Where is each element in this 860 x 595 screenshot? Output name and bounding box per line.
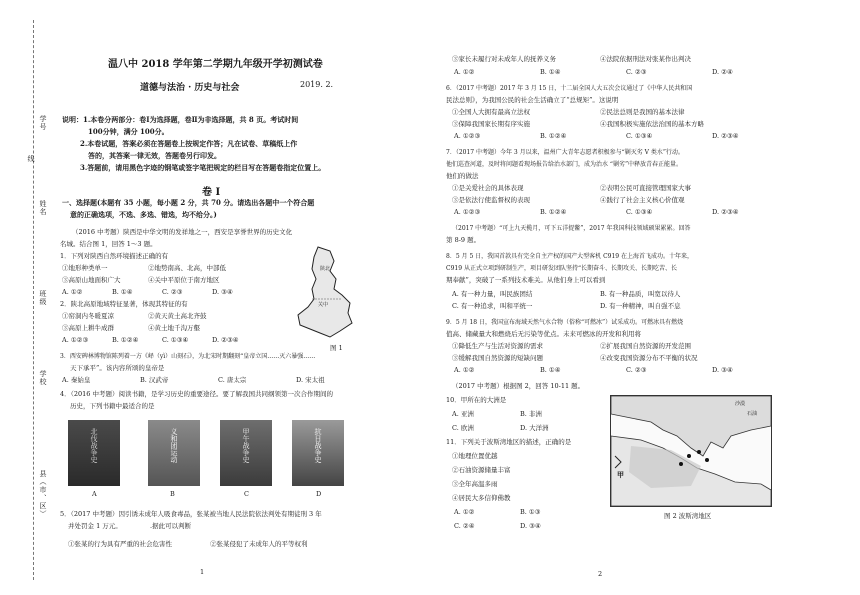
question-1: 1．下列对陕西自然环境描述正确的有 (60, 252, 169, 260)
question-4-cont: 历史，下列书籍中最适合的是 (70, 402, 155, 410)
question-4: 4．（2016 中考题）阅读书籍，是学习历史的重要途径。要了解我国共同纲领第一次合作期间的 (60, 390, 333, 398)
intro-text: （2017 中考题）“可上九天揽月，可下五洋捉鳖”，2017 年我国科技领域硕果累累。回答 (452, 225, 691, 232)
seal-line (33, 20, 34, 580)
option: ①全国人大拥有最高立法权 (452, 108, 530, 116)
choice: C. 有一种追求，叫和平统一 (452, 302, 533, 310)
choice: B. ①④ (540, 68, 561, 76)
choice: A. ①②③ (454, 208, 481, 216)
choice: B. ①④ (540, 366, 561, 374)
option: ①降低生产与生活对资源的需求 (452, 342, 543, 350)
question-6: 6．（2017 中考题）2017 年 3 月 15 日，十二届全国人大五次会议通过了《中华人民共和国 (446, 85, 693, 92)
figure-2-caption: 图 2 波斯湾地区 (664, 512, 712, 520)
book-cover-d (292, 420, 344, 486)
choice: D. ②③④ (712, 132, 739, 140)
question-5-cont: .据此可以判断 (150, 522, 192, 530)
book-cover-a (68, 420, 120, 486)
choice: D. ③④ (520, 522, 541, 530)
choice: C. ②④ (454, 522, 475, 530)
label-class: 班级 (39, 290, 47, 306)
choice: D. 大洋洲 (520, 424, 549, 432)
option: ①张某的行为具有严重的社会危害性 (68, 540, 172, 548)
option: ③是依法行使监督权的表现 (452, 196, 530, 204)
option: ①地形种类单一 (62, 264, 108, 272)
question-5-cont: 并处罚金 1 万元。 (68, 522, 122, 530)
note-line: 说明：1.本卷分两部分：卷Ⅰ为选择题，卷Ⅱ为非选择题，共 8 页。考试时间 (62, 115, 299, 124)
option: ②扩展我国自然资源的开发范围 (600, 342, 691, 350)
part-heading: 卷 Ⅰ (202, 187, 221, 198)
map-label-north: 陕北 (320, 266, 331, 272)
choice: D. 有一种精神，叫自强不息 (600, 302, 681, 310)
choice: C. ②③ (162, 288, 183, 296)
question-6-cont: 民法总则》，为我国公民的社会生活确立了“总规矩”。这说明 (446, 96, 619, 104)
intro-text: 第 8-9 题。 (446, 236, 481, 244)
note-line: 2.本卷试题，答案必须在答题卷上按规定作答；凡在试卷、草稿纸上作 (80, 139, 298, 148)
question-8-cont: C919 从正式立项到研制生产，项目研发团队坚持“长期奋斗、长期攻关、长期吃苦、长 (446, 265, 678, 272)
choice: B. 非洲 (520, 410, 542, 418)
question-11: 11．下列关于波斯湾地区的描述，正确的是 (446, 438, 572, 446)
option: ④我国积极实施依法治国的基本方略 (600, 120, 704, 128)
option: ④黄土地千沟万壑 (148, 324, 200, 332)
question-2: 2．陕北高原地域特征显著，体现其特征的有 (60, 300, 188, 308)
seal-char: 线 (27, 155, 35, 163)
option: ④改变我国资源分布不平衡的状况 (600, 354, 698, 362)
intro-text: （2017 中考题）根据图 2，回答 10-11 题。 (452, 382, 585, 390)
option: ②地势南高、北高，中部低 (148, 264, 226, 272)
option: ③保障我国家长期有序实施 (452, 120, 530, 128)
book-label: D (316, 490, 322, 498)
choice: C. 欧洲 (452, 424, 474, 432)
choice: C. ②③ (626, 366, 647, 374)
section-heading: 意的正确选项，不选、多选、错选，均不给分。) (70, 210, 217, 219)
choice: B. ①②④ (540, 132, 567, 140)
note-line: 答的，其答案一律无效，答题卷另行印发。 (88, 151, 221, 160)
choice: B. ①④ (112, 288, 133, 296)
shaanxi-map (290, 245, 362, 340)
figure-1-caption: 图 1 (330, 344, 343, 352)
choice: D. 宋太祖 (296, 376, 325, 384)
choice: A. 亚洲 (452, 410, 474, 418)
choice: A. 秦始皇 (62, 376, 91, 384)
book-title: 甲午战争史 (242, 428, 250, 463)
choice: B. 有一种品质，叫宽以待人 (600, 290, 681, 298)
question-3-cont: 天下承平”。该内容所颂的皇帝是 (70, 364, 165, 372)
question-8: 8．5 月 5 日，我国首款具有完全自主产权的国产大型客机 C919 在上海首飞成功。十年来， (446, 253, 694, 260)
choice: C. ①③④ (626, 132, 653, 140)
option: ③缓解我国自然资源的短缺问题 (452, 354, 543, 362)
question-10: 10．甲所在的大洲是 (446, 396, 507, 404)
choice: B. ①②④ (540, 208, 567, 216)
map-label-central: 关中 (318, 302, 329, 308)
note-line: 3.答题前，请用黑色字迹的钢笔或签字笔把规定的栏目写在答题卷指定位置上。 (80, 163, 326, 172)
choice: B. ①③ (520, 508, 541, 516)
question-8-cont: 期奉献”，突破了一系列技术难关。从他们身上可以看到 (446, 276, 606, 284)
choice: D. ②③④ (712, 208, 739, 216)
option: ③高原山地面积广大 (62, 276, 121, 284)
book-title: 北伐战争史 (90, 428, 98, 463)
intro-text: 名城。结合图 1，回答 1～3 题。 (60, 240, 157, 248)
label-name: 姓名 (39, 200, 47, 216)
choice: D. ③④ (712, 366, 733, 374)
label-county: 县（市、区） (39, 470, 47, 518)
question-9-cont: 值高、储藏量大和燃烧后无污染等优点。未来可燃冰的开发和利用将 (446, 330, 641, 338)
choice: A. ①② (454, 68, 475, 76)
page-number-1: 1 (200, 568, 205, 576)
option: ②表明公民可直接管理国家大事 (600, 184, 691, 192)
question-9: 9．5 月 18 日，我国宣布海域天然气水合物（俗称“可燃冰”）试采成功。可燃冰具有燃烧 (446, 319, 684, 326)
book-label: C (244, 490, 249, 498)
option: ②黄天黄土高北齐鼓 (148, 312, 207, 320)
option: ④关中平原位于南方地区 (148, 276, 220, 284)
choice: C. ②③ (626, 68, 647, 76)
book-label: B (170, 490, 175, 498)
option: ③家长未履行对未成年人的抚养义务 (452, 55, 556, 63)
book-cover-c (220, 420, 272, 486)
exam-subject: 道德与法治 · 历史与社会 (140, 83, 240, 93)
choice: A. ①②③ (454, 132, 481, 140)
question-5: 5．（2017 中考题）因引诱未成年人吸食毒品，张某被当地人民法院依法判处有期徒刑 3 年 (60, 510, 322, 518)
question-7-cont: 他们巡查河道，及时将问题看现场报告给治水部门，成为治水 “剿劣”中释放青春正能量。 (446, 161, 683, 168)
persian-gulf-map (610, 395, 772, 507)
choice: C. ①③④ (162, 336, 189, 344)
choice: A. ①② (454, 366, 475, 374)
option: ①地理位置优越 (452, 452, 498, 460)
book-cover-b (148, 420, 200, 486)
option: ④践行了社会主义核心价值观 (600, 196, 685, 204)
map-label-jia: 甲 (617, 470, 624, 479)
exam-title: 温八中 2018 学年第二学期九年级开学初测试卷 (108, 59, 323, 70)
option: ①是关爱社会的具体表现 (452, 184, 524, 192)
option: ②民法总则是我国的基本法律 (600, 108, 685, 116)
option: ②石油资源储量丰富 (452, 466, 511, 474)
choice: C. 唐太宗 (218, 376, 247, 384)
label-school: 学校 (39, 370, 47, 386)
choice: A. ①②③ (62, 336, 89, 344)
option: ④法院依据刑法对张某作出判决 (600, 55, 691, 63)
choice: B. 汉武帝 (140, 376, 169, 384)
map-legend-desert: 沙漠 (735, 401, 746, 407)
option: ③高原上耕牛成群 (62, 324, 114, 332)
choice: A. ①② (454, 508, 475, 516)
label-student-id: 学号 (39, 115, 47, 131)
question-7: 7．（2017 中考题）今年 3 月以来，温州广大青年志愿者积极参与“剿灭劣 V 类水”行动。 (446, 149, 684, 156)
question-3: 3．西安碑林博物馆陈列着一方《峄（yì）山刻石》，为北宋时期翻刻“皇帝立国……灭六暴强…… (60, 353, 316, 360)
choice: C. ①③④ (626, 208, 653, 216)
option: ①窑洞内冬暖夏凉 (62, 312, 114, 320)
book-label: A (92, 490, 97, 498)
book-title: 抗日战争史 (314, 428, 322, 463)
option: ③全年高温多雨 (452, 480, 498, 488)
option: ④居民大多信仰佛教 (452, 494, 511, 502)
note-line: 100分钟，满分 100分。 (88, 127, 169, 136)
choice: A. ①② (62, 288, 83, 296)
choice: D. ②③④ (212, 336, 239, 344)
binding-strip (0, 0, 60, 595)
section-heading: 一、选择题(本题有 35 小题，每小题 2 分，共 70 分。请选出各题中一个符合题 (62, 198, 315, 207)
intro-text: （2016 中考题）陕西是中华文明的发祥地之一，西安是享誉世界的历史文化 (72, 228, 293, 236)
book-title: 义和团运动 (170, 428, 178, 463)
map-legend-oil: 石油 (747, 411, 758, 417)
choice: D. ③④ (212, 288, 233, 296)
question-7-cont: 他们的做法 (446, 172, 479, 180)
choice: B. ①②④ (112, 336, 139, 344)
exam-date: 2019. 2. (300, 80, 334, 89)
choice: A. 有一种力量，叫民族团结 (452, 290, 533, 298)
option: ②张某侵犯了未成年人的平等权利 (210, 540, 308, 548)
page-number-2: 2 (598, 570, 603, 578)
choice: D. ②④ (712, 68, 733, 76)
